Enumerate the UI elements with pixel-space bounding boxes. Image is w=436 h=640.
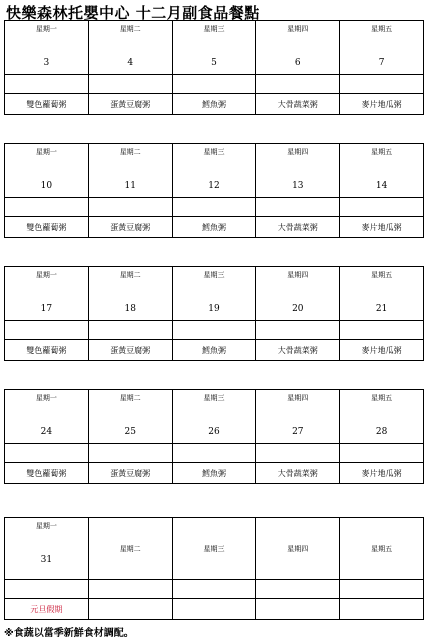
meal-cell: 鱈魚粥 [172,340,256,361]
day-cell [256,518,340,580]
date-number: 25 [124,427,136,437]
weekday-label: 星期二 [119,271,141,279]
weekday-label: 星期二 [119,544,141,553]
day-cell [340,21,424,75]
blank-row [5,321,424,340]
meal-cell: 鱈魚粥 [172,463,256,484]
day-cell [5,390,89,444]
date-number: 18 [124,304,136,314]
date-number: 12 [208,181,220,191]
date-number: 24 [40,427,53,437]
day-cell [5,518,89,580]
day-cell [172,518,256,580]
blank-row [5,198,424,217]
meal-cell [172,599,256,620]
day-cell [88,267,172,321]
date-number: 31 [40,555,53,565]
weekday-label: 星期五 [371,394,393,402]
meal-cell: 雙色蘿蔔粥 [5,340,89,361]
date-number: 6 [294,58,301,68]
day-cell [172,267,256,321]
weekday-label: 星期三 [203,271,225,279]
date-number: 21 [375,304,388,314]
weekday-label: 星期五 [371,544,393,553]
weekday-label: 星期四 [287,271,309,279]
weekday-label: 星期三 [203,394,225,402]
weekday-label: 星期五 [371,148,393,156]
date-number: 7 [378,58,385,68]
meal-row [5,599,424,620]
weekday-label: 星期三 [203,544,225,553]
page-title: 快樂森林托嬰中心 十二月副食品餐點 [6,4,260,22]
weekday-label: 星期四 [287,148,309,156]
date-number: 27 [292,427,304,437]
weekday-date-row [5,267,424,321]
date-number: 10 [40,181,53,191]
week-table [4,20,424,115]
meal-cell: 鱈魚粥 [172,94,256,115]
meal-cell [340,599,424,620]
weekday-label: 星期一 [35,148,57,156]
meal-cell: 麥片地瓜粥 [340,94,424,115]
blank-row [5,444,424,463]
weekday-label: 星期四 [287,25,309,33]
meal-cell [88,599,172,620]
date-number: 26 [208,427,220,437]
meal-cell: 蛋黃豆腐粥 [88,94,172,115]
day-cell [172,144,256,198]
date-number: 28 [375,427,388,437]
meal-row [5,340,424,361]
meal-cell: 雙色蘿蔔粥 [5,217,89,238]
day-cell [256,144,340,198]
weekday-label: 星期四 [287,544,309,553]
weekday-label: 星期二 [119,148,141,156]
day-cell [340,518,424,580]
meal-cell: 蛋黃豆腐粥 [88,463,172,484]
date-number: 17 [40,304,53,314]
meal-row [5,217,424,238]
weekday-date-row [5,21,424,75]
day-cell [172,390,256,444]
meal-cell: 麥片地瓜粥 [340,217,424,238]
day-cell [5,144,89,198]
date-number: 5 [211,58,217,68]
blank-row [5,75,424,94]
weekday-label: 星期一 [35,271,57,279]
date-number: 20 [292,304,304,314]
meal-cell: 大骨蔬菜粥 [256,340,340,361]
weekday-label: 星期一 [35,25,57,33]
weekday-label: 星期五 [371,25,393,33]
date-number: 4 [127,58,134,68]
weekday-date-row [5,518,424,580]
meal-cell: 大骨蔬菜粥 [256,94,340,115]
meal-cell: 麥片地瓜粥 [340,340,424,361]
week-table [4,266,424,361]
day-cell [88,144,172,198]
day-cell [172,21,256,75]
day-cell [5,267,89,321]
meal-cell: 鱈魚粥 [172,217,256,238]
meal-cell: 雙色蘿蔔粥 [5,463,89,484]
meal-cell: 蛋黃豆腐粥 [88,340,172,361]
weekday-label: 星期一 [35,394,57,402]
day-cell [88,518,172,580]
meal-cell: 蛋黃豆腐粥 [88,217,172,238]
week-table [4,517,424,620]
weekday-label: 星期二 [119,25,141,33]
footnote: ※食蔬以當季新鮮食材調配。 [4,628,134,639]
meal-cell: 大骨蔬菜粥 [256,463,340,484]
day-cell [256,21,340,75]
day-cell [88,390,172,444]
weekday-label: 星期三 [203,25,225,33]
weekday-label: 星期五 [371,271,393,279]
meal-cell: 大骨蔬菜粥 [256,217,340,238]
meal-cell [256,599,340,620]
day-cell [340,267,424,321]
date-number: 19 [208,304,220,314]
day-cell [256,390,340,444]
meal-row [5,463,424,484]
date-number: 3 [43,58,50,68]
meal-cell: 麥片地瓜粥 [340,463,424,484]
blank-row [5,580,424,599]
day-cell [256,267,340,321]
meal-row [5,94,424,115]
weekday-label: 星期二 [119,394,141,402]
weekday-date-row [5,144,424,198]
weekday-label: 星期三 [203,148,225,156]
weekday-label: 星期一 [35,522,57,530]
date-number: 14 [375,181,388,191]
date-number: 13 [292,181,304,191]
day-cell [340,390,424,444]
day-cell [5,21,89,75]
week-table [4,143,424,238]
meal-cell: 雙色蘿蔔粥 [5,94,89,115]
weekday-label: 星期四 [287,394,309,402]
date-number: 11 [124,181,136,191]
holiday-note: 元旦假期 [5,599,89,620]
day-cell [340,144,424,198]
day-cell [88,21,172,75]
week-table [4,389,424,484]
weekday-date-row [5,390,424,444]
